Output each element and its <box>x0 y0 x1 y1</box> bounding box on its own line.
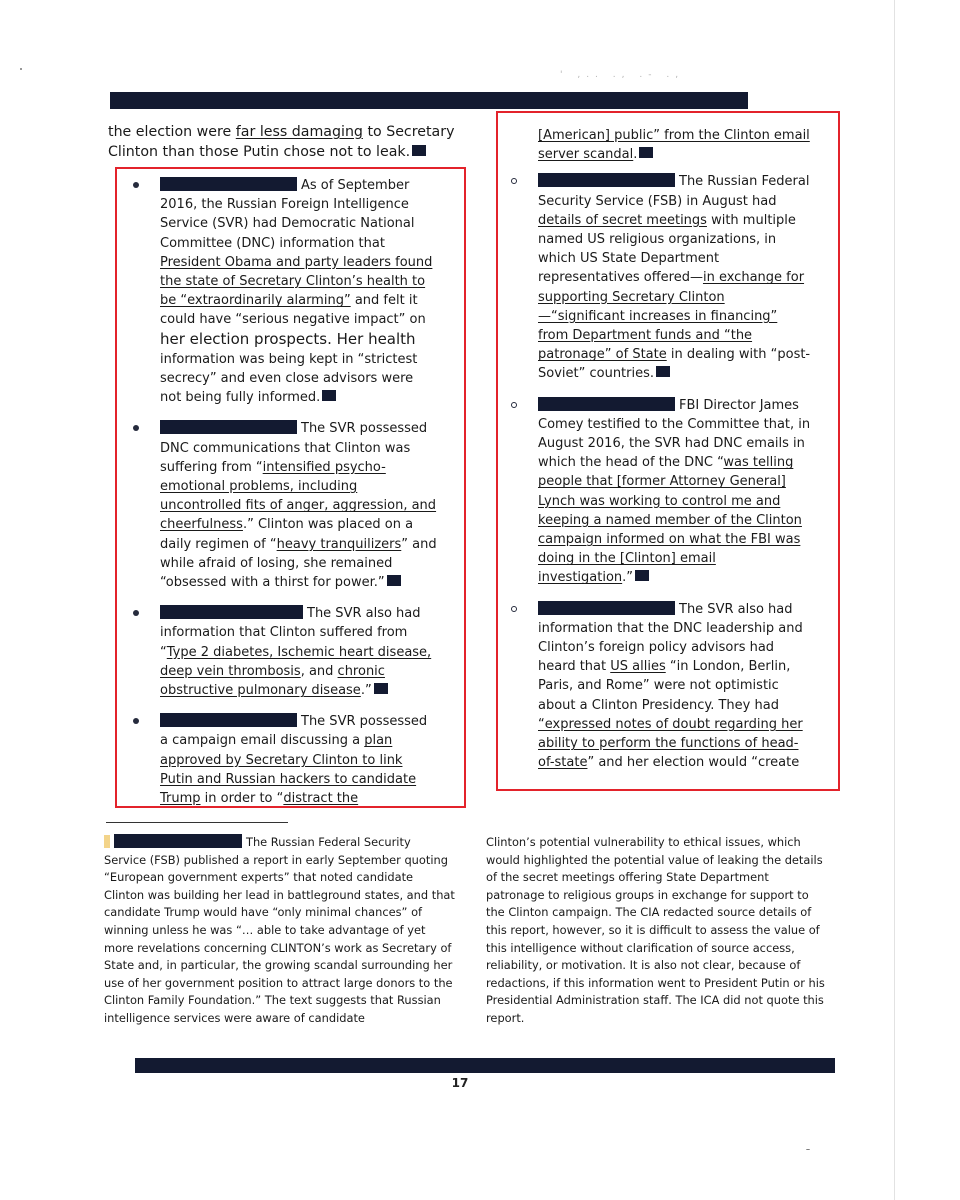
classification-redaction-bar <box>110 92 748 109</box>
right-continuation-text: [American] public” from the Clinton email server scandal. <box>538 128 810 163</box>
body-text: with multiple named US religious organizations, in which US State Department representatives offered— <box>538 212 796 286</box>
underlined-text: President Obama and party leaders found the state of Secretary Clinton’s health to be “extraordinarily alarming” <box>160 254 433 309</box>
page-number: 17 <box>451 1076 469 1090</box>
underlined-text: in exchange for supporting Secretary Clinton—“significant increases in financing” <box>538 270 805 324</box>
underlined-text: heavy tranquilizers <box>276 536 402 552</box>
body-text: ” and while afraid of losing, she remained “obsessed with a thirst for power.” <box>160 536 437 591</box>
scan-speck <box>806 1149 810 1150</box>
body-text: , and <box>300 663 338 679</box>
body-text: .” <box>622 570 634 586</box>
body-text: The Russian Federal Security Service (FSB) in August had <box>538 174 810 209</box>
body-text: in dealing with “post-Soviet” countries. <box>538 347 811 382</box>
body-text: The SVR also had information that Clinton suffered from “ <box>160 606 421 660</box>
underlined-text: details of secret meetings <box>538 212 707 228</box>
underlined-text: Type 2 diabetes, Ischemic heart disease, deep vein thrombosis <box>160 644 432 679</box>
underlined-text: plan approved by Secretary Clinton to link Putin and Russian hackers to candidate Trump <box>160 733 417 807</box>
body-text: The SVR possessed DNC communications that Clinton was suffering from “ <box>160 421 428 475</box>
redaction-block <box>412 145 426 156</box>
footnote-rule <box>106 822 288 823</box>
underlined-text: intensified psycho-emotional problems, including uncontrolled fits of anger, aggression, and cheerfulness <box>160 459 437 533</box>
underlined-text: was telling people that [former Attorney General] Lynch was working to control me and keeping a named member of the Clinton campaign informed on what the FBI was doing in the [Clinton] email investigation <box>538 455 802 586</box>
body-text: As of September 2016, the Russian Foreign Intelligence Service (SVR) had Democratic National Committee (DNC) information that <box>160 178 415 251</box>
right-highlight-box <box>496 111 840 791</box>
left-highlight-box <box>115 167 466 808</box>
footer-redaction-bar <box>135 1058 835 1073</box>
body-text: FBI Director James Comey testified to the Committee that, in August 2016, the SVR had DNC emails in which the head of the DNC “ <box>538 397 811 471</box>
body-text: her election prospects. Her health <box>160 329 416 348</box>
redaction-block <box>114 834 242 848</box>
body-text: in order to “ <box>200 791 284 807</box>
footnote-right: Clinton’s potential vulnerability to ethical issues, which would highlighted the potential value of leaking the details of the secret meetings offering State Department patronage to religious groups in exchange for support to the Clinton campaign. The CIA redacted source details of this report, however, so it is difficult to assess the value of this intelligence without clarification of source access, reliability, or motivation. It is also not clear, because of redactions, if this information went to President Putin or his Presidential Administration staff. The ICA did not quote this report. <box>486 835 825 1025</box>
body-text: The SVR also had information that the DNC leadership and Clinton’s foreign policy advisors had heard that <box>538 601 803 675</box>
faint-scan-marks: ' ,.. ., .- ., <box>560 70 685 80</box>
body-text: information was being kept in “strictest secrecy” and even close advisors were not being fully informed. <box>160 351 418 406</box>
footnote-left: The Russian Federal Security Service (FSB) published a report in early September quoting “European government experts” that noted candidate Clinton was building her lead in battleground states, and that candidate Trump would have “only minimal chances” of winning unless he was “… able to take advantage of yet more revelations concerning CLINTON’s work as Secretary of State and, in particular, the growing scandal surrounding her use of her government position to attract large donors to the Clinton Family Foundation.” The text suggests that Russian intelligence services were aware of candidate <box>104 835 455 1025</box>
body-text: The SVR possessed a campaign email discussing a <box>160 714 428 749</box>
underlined-text: from Department funds and “the patronage” of State <box>538 328 753 363</box>
body-text: and felt it could have “serious negative impact” on <box>160 293 426 328</box>
intro-paragraph: the election were far less damaging to Secretary Clinton than those Putin chose not to leak. <box>108 124 455 160</box>
body-text: “in London, Berlin, Paris, and Rome” were not optimistic about a Clinton Presidency. They had <box>538 659 791 713</box>
body-text: ” and her election would “create <box>587 755 800 771</box>
underlined-text: US allies <box>610 659 666 675</box>
body-text: .” Clinton was placed on a daily regimen of “ <box>160 517 414 552</box>
underlined-text: “expressed notes of doubt regarding her ability to perform the functions of head-of-state <box>538 716 803 771</box>
scan-speck <box>20 68 22 70</box>
underlined-text: chronic obstructive pulmonary disease <box>160 663 385 699</box>
underlined-text: distract the <box>283 791 359 807</box>
footnote-marker <box>104 835 110 848</box>
body-text: .” <box>360 683 372 699</box>
